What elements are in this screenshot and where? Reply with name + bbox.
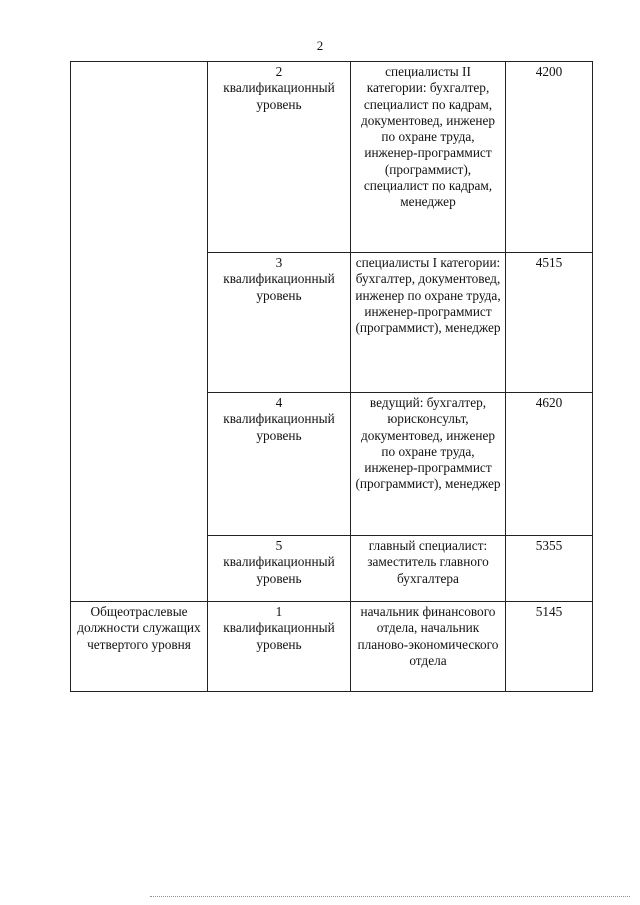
positions-cell: главный специалист: заместитель главного бухгалтера — [351, 536, 506, 602]
qualification-level-cell — [208, 393, 351, 536]
scan-artifact-line — [150, 896, 630, 899]
level-number: 2 — [275, 64, 283, 79]
level-label: квалификационный уровень — [223, 411, 335, 443]
group-cell-third-level — [71, 62, 208, 602]
level-label: квалификационный уровень — [223, 554, 335, 586]
page-number: 2 — [316, 38, 324, 53]
salary-cell: 5145 — [506, 602, 593, 692]
table-row — [71, 62, 593, 253]
level-number: 1 — [275, 604, 283, 619]
salary-cell: 4200 — [506, 62, 593, 253]
level-label: квалификационный уровень — [223, 80, 335, 112]
level-label: квалификационный уровень — [223, 271, 335, 303]
positions-cell: ведущий: бухгалтер, юрисконсульт, документовед, инженер по охране труда, инженер-программист (программист), менеджер — [351, 393, 506, 536]
salary-cell: 4515 — [506, 253, 593, 393]
level-number: 5 — [275, 538, 283, 553]
positions-cell: начальник финансового отдела, начальник планово-экономического отдела — [351, 602, 506, 692]
positions-cell: специалисты I категории: бухгалтер, документовед, инженер по охране труда, инженер-программист (программист), менеджер — [351, 253, 506, 393]
level-number: 3 — [275, 255, 283, 270]
positions-cell: специалисты II категории: бухгалтер, специалист по кадрам, документовед, инженер по охране труда, инженер-программист (программист), специалист по кадрам, менеджер — [351, 62, 506, 253]
salary-table — [70, 61, 593, 692]
qualification-level-cell — [208, 62, 351, 253]
qualification-level-cell — [208, 602, 351, 692]
salary-cell: 4620 — [506, 393, 593, 536]
group-cell-fourth-level: Общеотраслевые должности служащих четвертого уровня — [71, 602, 208, 692]
salary-cell: 5355 — [506, 536, 593, 602]
qualification-level-cell — [208, 253, 351, 393]
level-label: квалификационный уровень — [223, 620, 335, 652]
table-row — [71, 602, 593, 692]
qualification-level-cell — [208, 536, 351, 602]
level-number: 4 — [275, 395, 283, 410]
